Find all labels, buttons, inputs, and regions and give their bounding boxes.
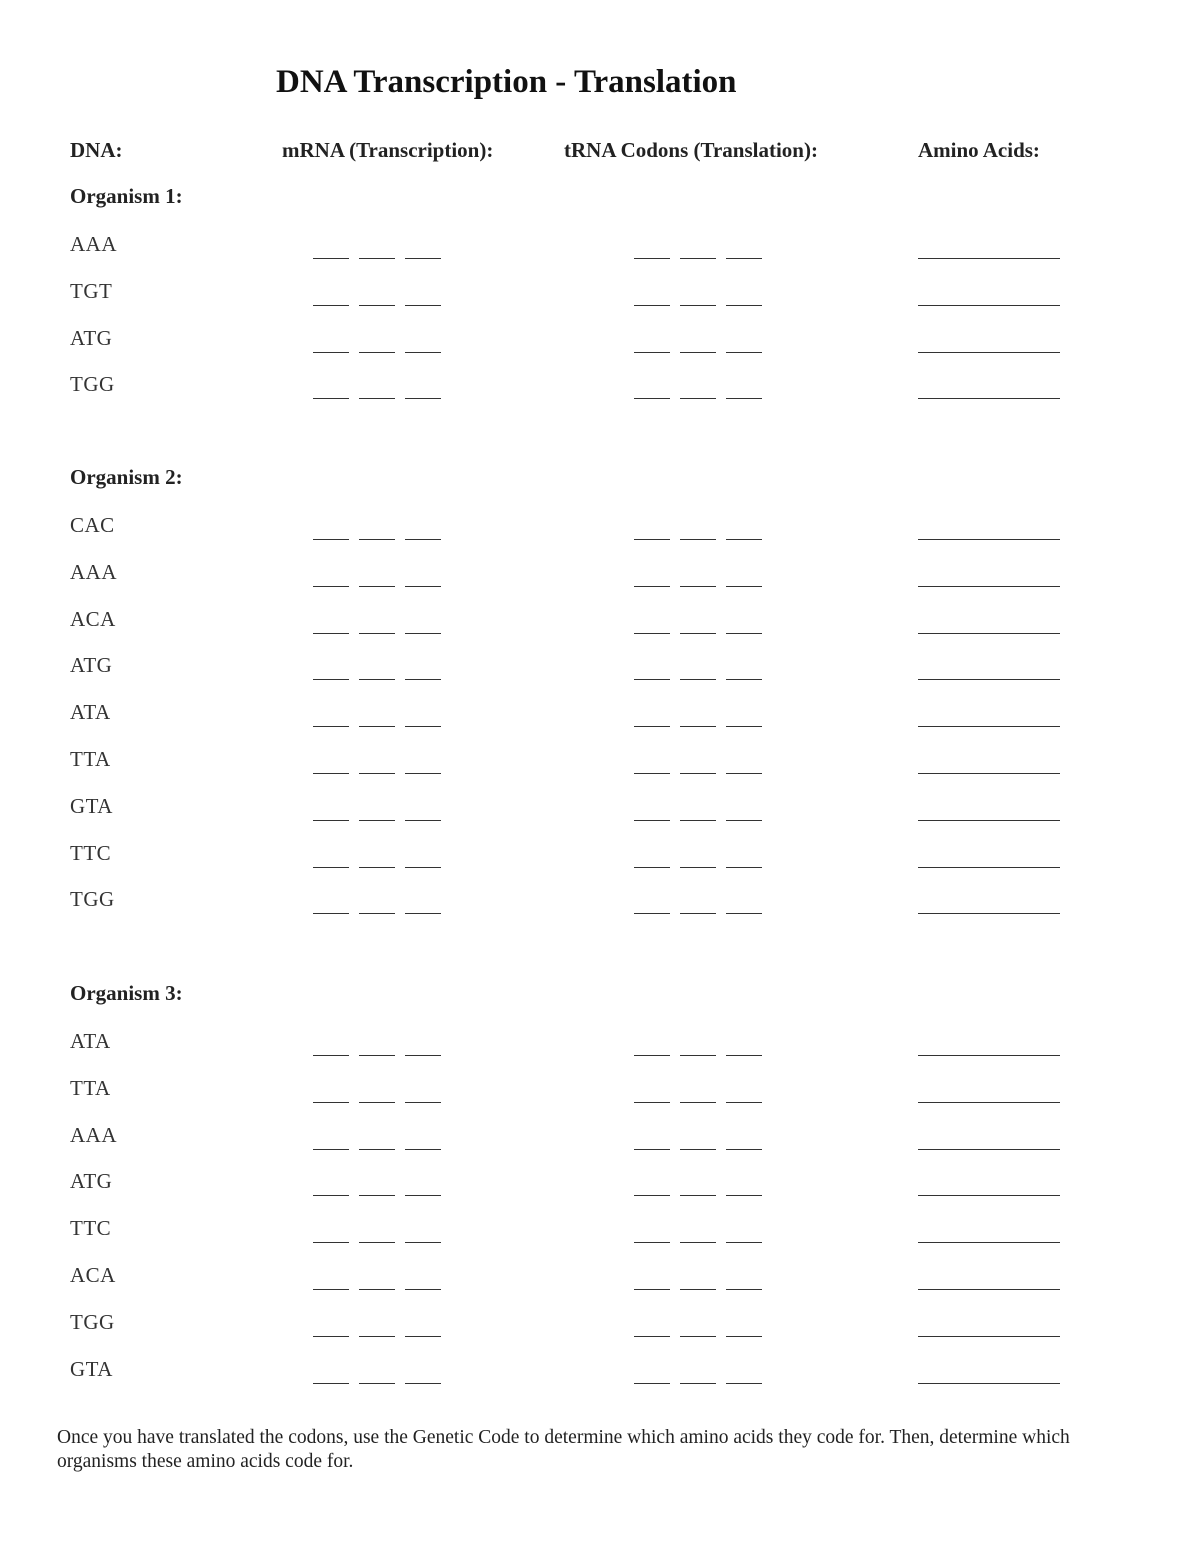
mrna-base-blank-1[interactable] (313, 761, 349, 774)
mrna-base-blank-2[interactable] (359, 667, 395, 680)
dna-codon: ACA (70, 1263, 116, 1287)
amino-acid-blank[interactable] (918, 1230, 1060, 1243)
codon-row (0, 326, 1200, 366)
trna-base-blank-1[interactable] (634, 667, 670, 680)
codon-row (0, 700, 1200, 740)
codon-row (0, 1029, 1200, 1069)
codon-row (0, 653, 1200, 693)
mrna-base-blank-3[interactable] (405, 808, 441, 821)
trna-base-blank-1[interactable] (634, 1183, 670, 1196)
instructions-footer: Once you have translated the codons, use the Genetic Code to determine which amino acids they code for. Then, determine which organisms these amino acids code for. (57, 1427, 1070, 1472)
mrna-base-blank-2[interactable] (359, 1043, 395, 1056)
trna-base-blank-3[interactable] (726, 901, 762, 914)
mrna-base-blank-3[interactable] (405, 901, 441, 914)
amino-acid-blank[interactable] (918, 1324, 1060, 1337)
trna-base-blank-2[interactable] (680, 901, 716, 914)
mrna-base-blank-3[interactable] (405, 386, 441, 399)
trna-base-blank-2[interactable] (680, 1277, 716, 1290)
dna-codon: GTA (70, 1356, 113, 1381)
mrna-base-blank-1[interactable] (313, 574, 349, 587)
trna-base-blank-3[interactable] (726, 1137, 762, 1150)
amino-acid-blank[interactable] (918, 901, 1060, 914)
amino-acid-blank[interactable] (918, 574, 1060, 587)
amino-acid-blank[interactable] (918, 714, 1060, 727)
mrna-base-blank-3[interactable] (405, 340, 441, 353)
mrna-base-blank-1[interactable] (313, 386, 349, 399)
organism-3-label: Organism 3: (70, 981, 183, 1005)
mrna-base-blank-3[interactable] (405, 527, 441, 540)
dna-codon: AAA (70, 559, 117, 584)
trna-base-blank-1[interactable] (634, 340, 670, 353)
trna-base-blank-3[interactable] (726, 1371, 762, 1384)
trna-base-blank-3[interactable] (726, 1230, 762, 1243)
mrna-base-blank-3[interactable] (405, 1277, 441, 1290)
mrna-base-blank-1[interactable] (313, 901, 349, 914)
mrna-base-blank-1[interactable] (313, 1090, 349, 1103)
trna-base-blank-2[interactable] (680, 1324, 716, 1337)
header-amino-acids: Amino Acids: (918, 138, 1040, 162)
amino-acid-blank[interactable] (918, 1137, 1060, 1150)
mrna-base-blank-3[interactable] (405, 1137, 441, 1150)
trna-base-blank-3[interactable] (726, 808, 762, 821)
codon-row (0, 841, 1200, 881)
trna-base-blank-3[interactable] (726, 1090, 762, 1103)
organism-1-label: Organism 1: (70, 184, 183, 208)
codon-row (0, 1263, 1200, 1303)
trna-base-blank-1[interactable] (634, 527, 670, 540)
dna-codon: TGG (70, 372, 115, 397)
amino-acid-blank[interactable] (918, 1277, 1060, 1290)
amino-acid-blank[interactable] (918, 1043, 1060, 1056)
mrna-base-blank-2[interactable] (359, 527, 395, 540)
trna-base-blank-2[interactable] (680, 1183, 716, 1196)
amino-acid-blank[interactable] (918, 386, 1060, 399)
mrna-base-blank-3[interactable] (405, 761, 441, 774)
mrna-base-blank-3[interactable] (405, 714, 441, 727)
mrna-base-blank-3[interactable] (405, 293, 441, 306)
amino-acid-blank[interactable] (918, 667, 1060, 680)
mrna-base-blank-3[interactable] (405, 1043, 441, 1056)
trna-base-blank-1[interactable] (634, 574, 670, 587)
mrna-base-blank-1[interactable] (313, 293, 349, 306)
mrna-base-blank-1[interactable] (313, 1137, 349, 1150)
mrna-base-blank-1[interactable] (313, 621, 349, 634)
trna-base-blank-2[interactable] (680, 808, 716, 821)
mrna-base-blank-2[interactable] (359, 1324, 395, 1337)
codon-row (0, 1123, 1200, 1163)
mrna-base-blank-3[interactable] (405, 1090, 441, 1103)
trna-base-blank-1[interactable] (634, 714, 670, 727)
trna-base-blank-1[interactable] (634, 761, 670, 774)
dna-codon: ATG (70, 325, 113, 350)
mrna-base-blank-1[interactable] (313, 1230, 349, 1243)
mrna-base-blank-1[interactable] (313, 340, 349, 353)
mrna-base-blank-1[interactable] (313, 1277, 349, 1290)
organism-2-label: Organism 2: (70, 465, 183, 489)
codon-row (0, 513, 1200, 553)
amino-acid-blank[interactable] (918, 246, 1060, 259)
trna-base-blank-1[interactable] (634, 386, 670, 399)
mrna-base-blank-1[interactable] (313, 667, 349, 680)
trna-base-blank-2[interactable] (680, 1137, 716, 1150)
trna-base-blank-1[interactable] (634, 901, 670, 914)
mrna-base-blank-1[interactable] (313, 1371, 349, 1384)
trna-base-blank-3[interactable] (726, 1324, 762, 1337)
dna-codon: TTA (70, 747, 111, 771)
mrna-base-blank-2[interactable] (359, 901, 395, 914)
header-trna: tRNA Codons (Translation): (564, 138, 818, 162)
mrna-base-blank-2[interactable] (359, 714, 395, 727)
mrna-base-blank-3[interactable] (405, 1183, 441, 1196)
trna-base-blank-1[interactable] (634, 1043, 670, 1056)
trna-base-blank-1[interactable] (634, 1324, 670, 1337)
mrna-base-blank-2[interactable] (359, 1090, 395, 1103)
trna-base-blank-1[interactable] (634, 1137, 670, 1150)
trna-base-blank-2[interactable] (680, 714, 716, 727)
trna-base-blank-1[interactable] (634, 246, 670, 259)
mrna-base-blank-2[interactable] (359, 246, 395, 259)
trna-base-blank-2[interactable] (680, 527, 716, 540)
codon-row (0, 372, 1200, 412)
codon-row (0, 747, 1200, 787)
trna-base-blank-1[interactable] (634, 1277, 670, 1290)
mrna-base-blank-1[interactable] (313, 246, 349, 259)
mrna-base-blank-1[interactable] (313, 1324, 349, 1337)
mrna-base-blank-1[interactable] (313, 808, 349, 821)
dna-codon: TTA (70, 1075, 111, 1100)
trna-base-blank-2[interactable] (680, 340, 716, 353)
mrna-base-blank-2[interactable] (359, 761, 395, 774)
mrna-base-blank-3[interactable] (405, 574, 441, 587)
codon-row (0, 1169, 1200, 1209)
header-mrna: mRNA (Transcription): (282, 138, 494, 162)
mrna-base-blank-1[interactable] (313, 527, 349, 540)
dna-codon: ACA (70, 606, 116, 631)
trna-base-blank-2[interactable] (680, 1371, 716, 1384)
codon-row (0, 232, 1200, 272)
mrna-base-blank-2[interactable] (359, 855, 395, 868)
mrna-base-blank-3[interactable] (405, 667, 441, 680)
dna-codon: TTC (70, 840, 112, 865)
trna-base-blank-1[interactable] (634, 855, 670, 868)
codon-row (0, 794, 1200, 834)
mrna-base-blank-2[interactable] (359, 1230, 395, 1243)
trna-base-blank-2[interactable] (680, 667, 716, 680)
mrna-base-blank-1[interactable] (313, 1183, 349, 1196)
dna-codon: ATG (70, 653, 113, 678)
trna-base-blank-2[interactable] (680, 386, 716, 399)
dna-codon: ATA (70, 700, 111, 725)
trna-base-blank-1[interactable] (634, 621, 670, 634)
mrna-base-blank-2[interactable] (359, 621, 395, 634)
trna-base-blank-1[interactable] (634, 1230, 670, 1243)
amino-acid-blank[interactable] (918, 527, 1060, 540)
dna-codon: CAC (70, 513, 115, 537)
mrna-base-blank-2[interactable] (359, 293, 395, 306)
codon-row (0, 279, 1200, 319)
mrna-base-blank-2[interactable] (359, 1371, 395, 1384)
codon-row (0, 607, 1200, 647)
trna-base-blank-1[interactable] (634, 1371, 670, 1384)
trna-base-blank-3[interactable] (726, 1183, 762, 1196)
trna-base-blank-1[interactable] (634, 293, 670, 306)
amino-acid-blank[interactable] (918, 1183, 1060, 1196)
trna-base-blank-2[interactable] (680, 1090, 716, 1103)
trna-base-blank-3[interactable] (726, 527, 762, 540)
amino-acid-blank[interactable] (918, 340, 1060, 353)
trna-base-blank-2[interactable] (680, 574, 716, 587)
mrna-base-blank-3[interactable] (405, 855, 441, 868)
mrna-base-blank-2[interactable] (359, 808, 395, 821)
trna-base-blank-3[interactable] (726, 293, 762, 306)
trna-base-blank-2[interactable] (680, 1043, 716, 1056)
mrna-base-blank-2[interactable] (359, 386, 395, 399)
mrna-base-blank-2[interactable] (359, 340, 395, 353)
trna-base-blank-2[interactable] (680, 1230, 716, 1243)
trna-base-blank-2[interactable] (680, 761, 716, 774)
codon-row (0, 887, 1200, 927)
mrna-base-blank-2[interactable] (359, 1277, 395, 1290)
dna-codon: TTC (70, 1216, 112, 1241)
trna-base-blank-3[interactable] (726, 667, 762, 680)
trna-base-blank-2[interactable] (680, 855, 716, 868)
mrna-base-blank-2[interactable] (359, 1183, 395, 1196)
trna-base-blank-3[interactable] (726, 340, 762, 353)
trna-base-blank-3[interactable] (726, 246, 762, 259)
mrna-base-blank-3[interactable] (405, 1324, 441, 1337)
mrna-base-blank-1[interactable] (313, 855, 349, 868)
amino-acid-blank[interactable] (918, 1090, 1060, 1103)
trna-base-blank-3[interactable] (726, 386, 762, 399)
trna-base-blank-1[interactable] (634, 808, 670, 821)
mrna-base-blank-2[interactable] (359, 1137, 395, 1150)
dna-codon: GTA (70, 793, 113, 818)
trna-base-blank-3[interactable] (726, 574, 762, 587)
dna-codon: ATG (70, 1169, 113, 1194)
amino-acid-blank[interactable] (918, 1371, 1060, 1384)
trna-base-blank-3[interactable] (726, 714, 762, 727)
mrna-base-blank-1[interactable] (313, 1043, 349, 1056)
mrna-base-blank-1[interactable] (313, 714, 349, 727)
mrna-base-blank-2[interactable] (359, 574, 395, 587)
trna-base-blank-1[interactable] (634, 1090, 670, 1103)
codon-row (0, 1310, 1200, 1350)
dna-codon: TGG (70, 1309, 115, 1334)
amino-acid-blank[interactable] (918, 808, 1060, 821)
trna-base-blank-2[interactable] (680, 293, 716, 306)
amino-acid-blank[interactable] (918, 855, 1060, 868)
page-title: DNA Transcription - Translation (276, 64, 737, 100)
trna-base-blank-3[interactable] (726, 621, 762, 634)
trna-base-blank-3[interactable] (726, 855, 762, 868)
amino-acid-blank[interactable] (918, 761, 1060, 774)
mrna-base-blank-3[interactable] (405, 1371, 441, 1384)
dna-codon: TGT (70, 278, 113, 303)
codon-row (0, 1357, 1200, 1397)
dna-codon: AAA (70, 1122, 117, 1147)
dna-codon: ATA (70, 1029, 111, 1053)
trna-base-blank-3[interactable] (726, 1277, 762, 1290)
mrna-base-blank-3[interactable] (405, 621, 441, 634)
codon-row (0, 560, 1200, 600)
amino-acid-blank[interactable] (918, 293, 1060, 306)
codon-row (0, 1216, 1200, 1256)
codon-row (0, 1076, 1200, 1116)
header-dna: DNA: (70, 138, 123, 162)
amino-acid-blank[interactable] (918, 621, 1060, 634)
dna-codon: AAA (70, 232, 117, 256)
trna-base-blank-2[interactable] (680, 246, 716, 259)
trna-base-blank-3[interactable] (726, 1043, 762, 1056)
dna-codon: TGG (70, 887, 115, 912)
trna-base-blank-3[interactable] (726, 761, 762, 774)
trna-base-blank-2[interactable] (680, 621, 716, 634)
mrna-base-blank-3[interactable] (405, 246, 441, 259)
mrna-base-blank-3[interactable] (405, 1230, 441, 1243)
